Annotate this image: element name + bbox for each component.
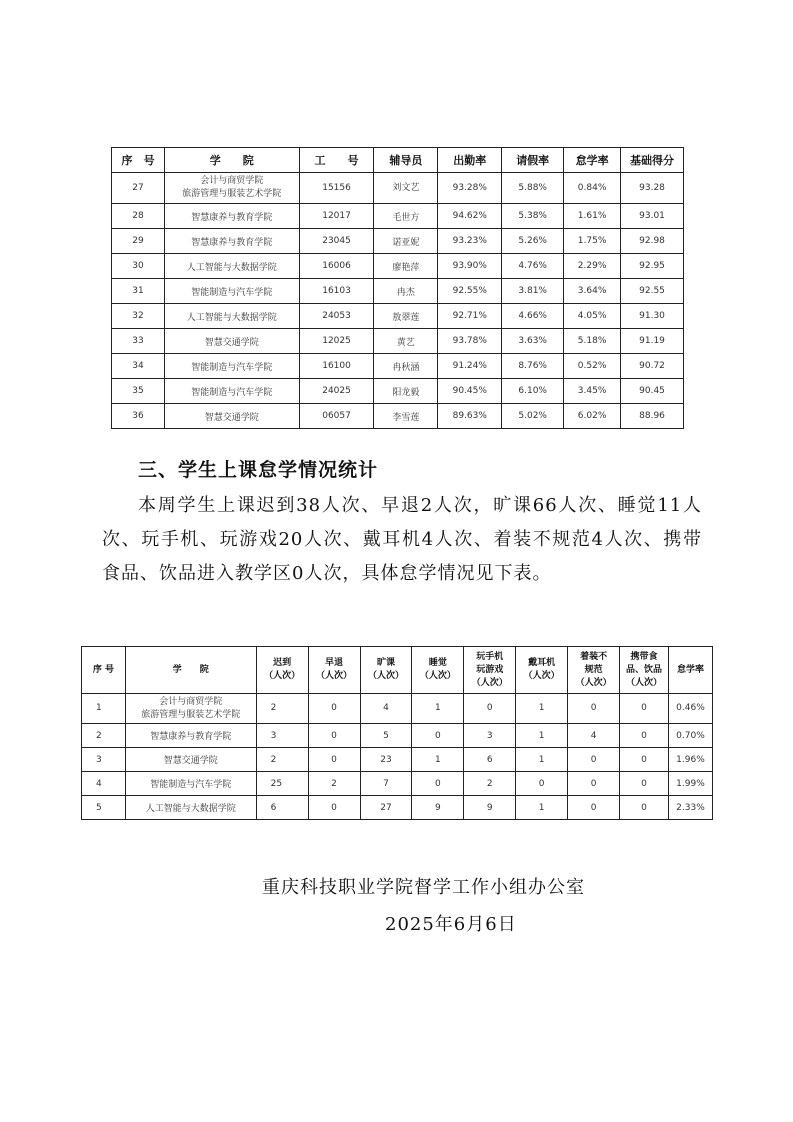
- staff-id: 23045: [299, 229, 374, 254]
- base-score: 91.19: [621, 329, 684, 354]
- dress-code-count: 0: [568, 796, 620, 820]
- attendance-rate: 91.24%: [438, 354, 502, 379]
- college-name: 智能制造与汽车学院: [150, 780, 232, 790]
- college-cell: [164, 329, 299, 354]
- header-line: 学 院: [172, 664, 209, 675]
- sleep-count: 0: [412, 724, 464, 748]
- attendance-rate: 92.55%: [438, 279, 502, 304]
- phone-games-count: 6: [464, 748, 516, 772]
- college-cell: [164, 204, 299, 229]
- college-name-secondary: 旅游管理与服装艺术学院: [141, 709, 241, 720]
- truancy-rate: 2.33%: [668, 796, 712, 820]
- sleep-count: 9: [412, 796, 464, 820]
- college-name: 智慧康养与教育学院: [191, 237, 273, 248]
- leave-rate: 4.76%: [502, 254, 564, 279]
- late-count: 6: [256, 796, 308, 820]
- absent-count: 4: [360, 694, 412, 724]
- food-drink-count: 0: [620, 748, 669, 772]
- counselor-name: 李雪莲: [374, 404, 438, 429]
- header-college: 学 院: [164, 148, 299, 173]
- header-no: [82, 647, 126, 694]
- truancy-statistics-table: [81, 646, 713, 820]
- header-absent: [360, 647, 412, 694]
- header-leave-rate: 请假率: [502, 148, 564, 173]
- sleep-count: 1: [412, 694, 464, 724]
- header-early-leave: [308, 647, 360, 694]
- base-score: 91.30: [621, 304, 684, 329]
- truancy-rate: 1.75%: [564, 229, 621, 254]
- header-line: 序 号: [92, 664, 115, 675]
- header-food-drink: [620, 647, 669, 694]
- absent-count: 27: [360, 796, 412, 820]
- college-name: 人工智能与大数据学院: [186, 262, 277, 273]
- table-row: [82, 772, 713, 796]
- header-line: （人次）: [523, 671, 560, 681]
- table-header-row: [112, 148, 684, 173]
- attendance-rate: 93.90%: [438, 254, 502, 279]
- base-score: 92.98: [621, 229, 684, 254]
- food-drink-count: 0: [620, 724, 669, 748]
- absent-count: 7: [360, 772, 412, 796]
- table-row: [82, 724, 713, 748]
- header-base-score: 基础得分: [621, 148, 684, 173]
- header-line: 戴耳机: [528, 658, 556, 668]
- row-no: 29: [112, 229, 165, 254]
- truancy-rate: 0.52%: [564, 354, 621, 379]
- college-name-secondary: 旅游管理与服装艺术学院: [182, 189, 282, 199]
- dress-code-count: 4: [568, 724, 620, 748]
- issue-date: 2025年6月6日: [385, 914, 517, 935]
- staff-id: 06057: [299, 404, 374, 429]
- early-leave-count: 0: [308, 796, 360, 820]
- counselor-name: 刘文艺: [374, 173, 438, 204]
- college-name: 智慧康养与教育学院: [150, 732, 232, 742]
- header-line: 早退: [325, 658, 344, 668]
- college-cell: [164, 304, 299, 329]
- table-row: [112, 379, 684, 404]
- header-counselor: 辅导员: [374, 148, 438, 173]
- attendance-rate: 93.78%: [438, 329, 502, 354]
- truancy-rate: 6.02%: [564, 404, 621, 429]
- leave-rate: 5.26%: [502, 229, 564, 254]
- staff-id: 12017: [299, 204, 374, 229]
- late-count: 25: [256, 772, 308, 796]
- header-sleep: [412, 647, 464, 694]
- college-name: 智慧康养与教育学院: [191, 212, 273, 223]
- college-name: 智能制造与汽车学院: [191, 362, 273, 373]
- college-cell: [125, 748, 256, 772]
- table-row: [112, 254, 684, 279]
- base-score: 93.28: [621, 173, 684, 204]
- late-count: 3: [256, 724, 308, 748]
- row-no: 31: [112, 279, 165, 304]
- header-staff-id: 工 号: [299, 148, 374, 173]
- header-line: （人次）: [625, 677, 662, 688]
- header-line: 睡觉: [428, 658, 447, 668]
- early-leave-count: 0: [308, 724, 360, 748]
- college-name: 人工智能与大数据学院: [145, 804, 236, 814]
- truancy-rate: 0.84%: [564, 173, 621, 204]
- table-row: [112, 204, 684, 229]
- header-line: 着装不: [580, 651, 608, 662]
- row-no: 35: [112, 379, 165, 404]
- attendance-rate: 93.23%: [438, 229, 502, 254]
- row-no: 28: [112, 204, 165, 229]
- college-name: 会计与商贸学院: [159, 696, 223, 707]
- staff-id: 16100: [299, 354, 374, 379]
- late-count: 2: [256, 694, 308, 724]
- leave-rate: 8.76%: [502, 354, 564, 379]
- leave-rate: 6.10%: [502, 379, 564, 404]
- header-line: 迟到: [273, 658, 292, 668]
- row-no: 30: [112, 254, 165, 279]
- table-row: [112, 329, 684, 354]
- base-score: 92.95: [621, 254, 684, 279]
- row-no: 32: [112, 304, 165, 329]
- header-truancy-rate: 怠学率: [564, 148, 621, 173]
- counselor-name: 黄艺: [374, 329, 438, 354]
- attendance-rate: 94.62%: [438, 204, 502, 229]
- college-name: 智慧交通学院: [204, 412, 259, 423]
- food-drink-count: 0: [620, 796, 669, 820]
- table-row: [112, 404, 684, 429]
- truancy-rate: 1.96%: [668, 748, 712, 772]
- college-cell: [125, 724, 256, 748]
- college-name: 智慧交通学院: [163, 756, 218, 766]
- counselor-name: 敖翠莲: [374, 304, 438, 329]
- table-header-row: [82, 647, 713, 694]
- staff-id: 24053: [299, 304, 374, 329]
- dress-code-count: 0: [568, 694, 620, 724]
- earphone-count: 1: [516, 724, 568, 748]
- counselor-ranking-table: [111, 147, 684, 429]
- college-cell: [164, 229, 299, 254]
- attendance-rate: 93.28%: [438, 173, 502, 204]
- phone-games-count: 3: [464, 724, 516, 748]
- college-name: 智慧交通学院: [204, 337, 259, 348]
- college-cell: [164, 279, 299, 304]
- table-row: [112, 304, 684, 329]
- header-line: 玩游戏: [476, 664, 504, 675]
- dress-code-count: 0: [568, 772, 620, 796]
- summary-paragraph: 本周学生上课迟到38人次、早退2人次，旷课66人次、睡觉11人次、玩手机、玩游戏20人次、戴耳机4人次、着装不规范4人次、携带食品、饮品进入教学区0人次，具体怠学情况见下表。: [102, 495, 702, 584]
- truancy-rate: 2.29%: [564, 254, 621, 279]
- base-score: 93.01: [621, 204, 684, 229]
- truancy-rate: 1.61%: [564, 204, 621, 229]
- counselor-name: 冉杰: [374, 279, 438, 304]
- issuing-organization: 重庆科技职业学院督学工作小组办公室: [262, 877, 585, 898]
- header-line: 携带食: [630, 651, 658, 662]
- college-name: 会计与商贸学院: [200, 176, 264, 186]
- sleep-count: 0: [412, 772, 464, 796]
- header-line: （人次）: [367, 671, 404, 681]
- college-cell: [164, 173, 299, 204]
- truancy-rate: 4.05%: [564, 304, 621, 329]
- food-drink-count: 0: [620, 694, 669, 724]
- earphone-count: 1: [516, 796, 568, 820]
- header-line: 品、饮品: [625, 664, 662, 675]
- header-dress-code: [568, 647, 620, 694]
- header-line: 玩手机: [476, 651, 504, 662]
- header-line: 规范: [584, 664, 603, 675]
- college-cell: [164, 354, 299, 379]
- row-no: 5: [82, 796, 126, 820]
- counselor-name: 阳龙毅: [374, 379, 438, 404]
- truancy-rate: 0.70%: [668, 724, 712, 748]
- absent-count: 23: [360, 748, 412, 772]
- table-row: [112, 279, 684, 304]
- header-line: 怠学率: [676, 664, 704, 675]
- leave-rate: 5.02%: [502, 404, 564, 429]
- truancy-rate: 1.99%: [668, 772, 712, 796]
- row-no: 27: [112, 173, 165, 204]
- leave-rate: 5.88%: [502, 173, 564, 204]
- table-row: [112, 354, 684, 379]
- truancy-rate: 5.18%: [564, 329, 621, 354]
- table-row: [82, 694, 713, 724]
- row-no: 36: [112, 404, 165, 429]
- college-name: 智能制造与汽车学院: [191, 287, 273, 298]
- food-drink-count: 0: [620, 772, 669, 796]
- counselor-name: 毛世方: [374, 204, 438, 229]
- base-score: 90.45: [621, 379, 684, 404]
- late-count: 2: [256, 748, 308, 772]
- counselor-name: 廖艳萍: [374, 254, 438, 279]
- table-row: [112, 229, 684, 254]
- attendance-rate: 90.45%: [438, 379, 502, 404]
- early-leave-count: 2: [308, 772, 360, 796]
- college-cell: [125, 772, 256, 796]
- header-line: 旷课: [376, 658, 395, 668]
- row-no: 33: [112, 329, 165, 354]
- truancy-rate: 0.46%: [668, 694, 712, 724]
- early-leave-count: 0: [308, 694, 360, 724]
- header-earphones: [516, 647, 568, 694]
- section-heading: 三、学生上课怠学情况统计: [138, 459, 379, 481]
- base-score: 90.72: [621, 354, 684, 379]
- staff-id: 24025: [299, 379, 374, 404]
- college-cell: [125, 796, 256, 820]
- early-leave-count: 0: [308, 748, 360, 772]
- dress-code-count: 0: [568, 748, 620, 772]
- leave-rate: 3.81%: [502, 279, 564, 304]
- college-cell: [164, 254, 299, 279]
- phone-games-count: 0: [464, 694, 516, 724]
- row-no: 2: [82, 724, 126, 748]
- truancy-rate: 3.45%: [564, 379, 621, 404]
- table-row: [112, 173, 684, 204]
- header-line: （人次）: [419, 671, 456, 681]
- staff-id: 16006: [299, 254, 374, 279]
- absent-count: 5: [360, 724, 412, 748]
- staff-id: 15156: [299, 173, 374, 204]
- header-phone-games: [464, 647, 516, 694]
- header-line: （人次）: [316, 671, 353, 681]
- leave-rate: 3.63%: [502, 329, 564, 354]
- leave-rate: 5.38%: [502, 204, 564, 229]
- table-row: [82, 748, 713, 772]
- counselor-name: 诺亚妮: [374, 229, 438, 254]
- header-attendance-rate: 出勤率: [438, 148, 502, 173]
- staff-id: 12025: [299, 329, 374, 354]
- attendance-rate: 89.63%: [438, 404, 502, 429]
- header-truancy-rate: [668, 647, 712, 694]
- phone-games-count: 9: [464, 796, 516, 820]
- college-cell: [164, 379, 299, 404]
- college-name: 人工智能与大数据学院: [186, 312, 277, 323]
- attendance-rate: 92.71%: [438, 304, 502, 329]
- sleep-count: 1: [412, 748, 464, 772]
- earphone-count: 1: [516, 748, 568, 772]
- header-line: （人次）: [471, 677, 508, 688]
- earphone-count: 1: [516, 694, 568, 724]
- row-no: 3: [82, 748, 126, 772]
- earphone-count: 0: [516, 772, 568, 796]
- header-line: （人次）: [575, 677, 612, 688]
- counselor-name: 冉秋涵: [374, 354, 438, 379]
- header-line: （人次）: [264, 671, 301, 681]
- row-no: 1: [82, 694, 126, 724]
- table-row: [82, 796, 713, 820]
- staff-id: 16103: [299, 279, 374, 304]
- row-no: 34: [112, 354, 165, 379]
- leave-rate: 4.66%: [502, 304, 564, 329]
- phone-games-count: 2: [464, 772, 516, 796]
- college-cell: [125, 694, 256, 724]
- header-college: [125, 647, 256, 694]
- header-no: 序 号: [112, 148, 165, 173]
- truancy-rate: 3.64%: [564, 279, 621, 304]
- header-late: [256, 647, 308, 694]
- college-cell: [164, 404, 299, 429]
- row-no: 4: [82, 772, 126, 796]
- base-score: 88.96: [621, 404, 684, 429]
- base-score: 92.55: [621, 279, 684, 304]
- college-name: 智能制造与汽车学院: [191, 387, 273, 398]
